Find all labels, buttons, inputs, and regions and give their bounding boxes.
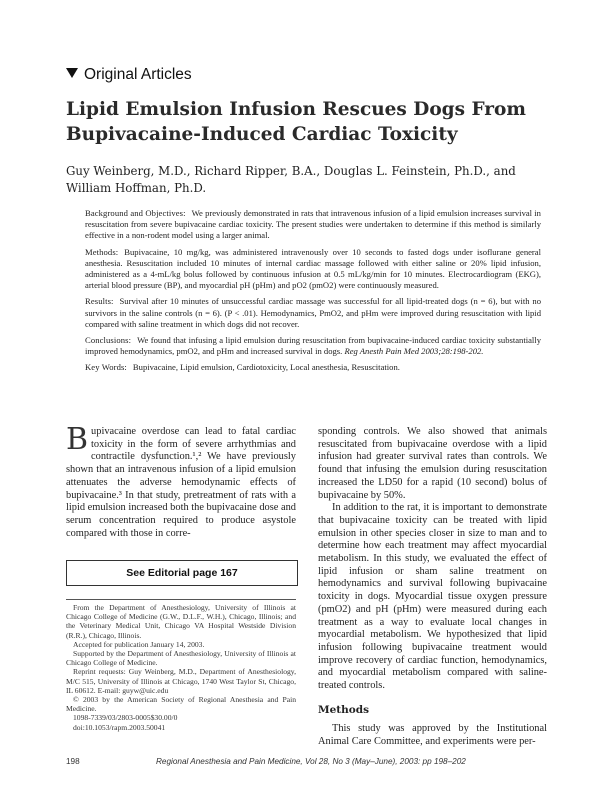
body-paragraph: In addition to the rat, it is important to demonstrate that bupivacaine toxicity can be treated with lipid emulsion in other species closer in size to man and to determine how each treatment may affect myocardial metabolism. In this study, we evaluated the effect of lipid infusion or sham saline treatment on hemodynamics and survival following bupivacaine toxicity in dogs. Myocardial tissue oxygen pressure (pmO2) and pH (pHm) were measured during each treatment as a way to evaluate local changes in myocardial metabolism. We hypothesized that lipid infusion following bupivacaine treatment would improve recovery of cardiac function, hemodynamics, and myocardial metabolism compared with saline-treated controls.	[318, 502, 547, 692]
body-column-left	[66, 422, 296, 540]
methods-heading: Methods	[318, 703, 370, 716]
abstract	[85, 208, 541, 379]
abstract-methods-label: Methods:	[85, 246, 119, 257]
footnote-accepted: Accepted for publication January 14, 2003.	[73, 639, 205, 649]
triangle-down-icon	[66, 68, 78, 78]
author-list: Guy Weinberg, M.D., Richard Ripper, B.A., Douglas L. Feinstein, Ph.D., and William Hoffman, Ph.D.	[66, 164, 516, 195]
drop-cap: B	[66, 422, 89, 457]
abstract-keywords	[85, 362, 541, 373]
footnote-divider	[66, 599, 296, 600]
footnote-support: Supported by the Department of Anesthesiology, University of Illinois at Chicago College of Medicine.	[66, 649, 296, 668]
footnote-reprints: Reprint requests: Guy Weinberg, M.D., Department of Anesthesiology, M/C 515, University of Illinois at Chicago, 1740 West Taylor St, Chicago, IL 60612. E-mail: guyw@uic.edu	[66, 667, 296, 695]
section-heading	[66, 66, 192, 84]
footnote-affiliation: From the Department of Anesthesiology, University of Illinois at Chicago College of Medicine (G.W., D.L.F., W.H.), Chicago, Illinois; and the Veterinary Medical Unit, Chicago VA Hospital Westside Division (R.R.), Chicago, Illinois.	[66, 603, 296, 640]
body-column-right	[318, 426, 547, 749]
keywords-text: Bupivacaine, Lipid emulsion, Cardiotoxicity, Local anesthesia, Resuscitation.	[132, 362, 400, 373]
abstract-citation: Reg Anesth Pain Med 2003;28:198-202.	[344, 346, 484, 357]
abstract-methods	[85, 247, 541, 292]
abstract-conclusions	[85, 335, 541, 357]
abstract-results	[85, 296, 541, 330]
abstract-background	[85, 208, 541, 242]
article-title: Lipid Emulsion Infusion Rescues Dogs From Bupivacaine-Induced Cardiac Toxicity	[66, 99, 526, 145]
footnotes	[66, 603, 296, 732]
intro-paragraph	[66, 422, 296, 540]
footnote-issn: 1098-7339/03/2803-0005$30.00/0	[73, 713, 178, 723]
intro-paragraph-text: upivacaine overdose can lead to fatal cardiac toxicity in the form of severe arrhythmias and contractile dysfunction.¹,² We have previously shown that an intravenous infusion of a lipid emulsion attenuates the adverse hemodynamic effects of bupivacaine.³ In that study, pretreatment of rats with a lipid emulsion increased both the bupivacaine dose and serum concentration required to produce asystole compared with those in corre-	[66, 426, 296, 539]
abstract-conclusions-text: We found that infusing a lipid emulsion during resuscitation from bupivacaine-induced cardiac toxicity substantially improved hemodynamics, pmO2, and pHm and increased survival in dogs.	[85, 335, 541, 357]
section-label: Original Articles	[84, 66, 192, 83]
journal-citation: Regional Anesthesia and Pain Medicine, Vol 28, No 3 (May–June), 2003: pp 198–202	[156, 757, 466, 766]
page-number: 198	[66, 757, 80, 766]
abstract-results-text: Survival after 10 minutes of unsuccessful cardiac massage was successful for all lipid-treated dogs (n = 6), but with no survivors in the saline controls (n = 6). (P < .01). Hemodynamics, PmO2, and pHm were improved during resuscitation with lipid compared with saline treatment in which dogs did not recover.	[85, 296, 541, 329]
abstract-results-label: Results:	[85, 296, 114, 307]
footnote-doi: doi:10.1053/rapm.2003.50041	[73, 722, 166, 732]
abstract-methods-text: Bupivacaine, 10 mg/kg, was administered intravenously over 10 seconds to fasted dogs under isoflurane general anesthesia. Resuscitation included 10 minutes of internal cardiac massage followed with either saline or 20% lipid infusion, administered as a 4-mL/kg bolus followed by continuous infusion at 0.5 mL/kg/min for 10 minutes. Electrocardiogram (EKG), arterial blood pressure (BP), and myocardial pH (pHm) and pO2 (pmO2) were continuously measured.	[85, 246, 541, 291]
footnote-copyright: © 2003 by the American Society of Regional Anesthesia and Pain Medicine.	[66, 695, 296, 714]
methods-paragraph: This study was approved by the Institutional Animal Care Committee, and experiments were per-	[318, 723, 547, 748]
abstract-conclusions-label: Conclusions:	[85, 335, 132, 346]
keywords-label: Key Words:	[85, 362, 127, 373]
editorial-link-box[interactable]: See Editorial page 167	[66, 560, 298, 586]
abstract-background-text: We previously demonstrated in rats that intravenous infusion of a lipid emulsion increases survival in resuscitation from severe bupivacaine cardiac toxicity. The present studies were undertaken to determine if this method is similarly effective in a non-rodent model using a larger animal.	[85, 208, 541, 241]
abstract-background-label: Background and Objectives:	[85, 208, 186, 218]
body-paragraph: sponding controls. We also showed that animals resuscitated from bupivacaine overdose with a lipid infusion had greater survival rates than controls. We found that infusing the emulsion during resuscitation increased the LD50 for a rapid (10 second) bolus of bupivacaine by 50%.	[318, 426, 547, 501]
